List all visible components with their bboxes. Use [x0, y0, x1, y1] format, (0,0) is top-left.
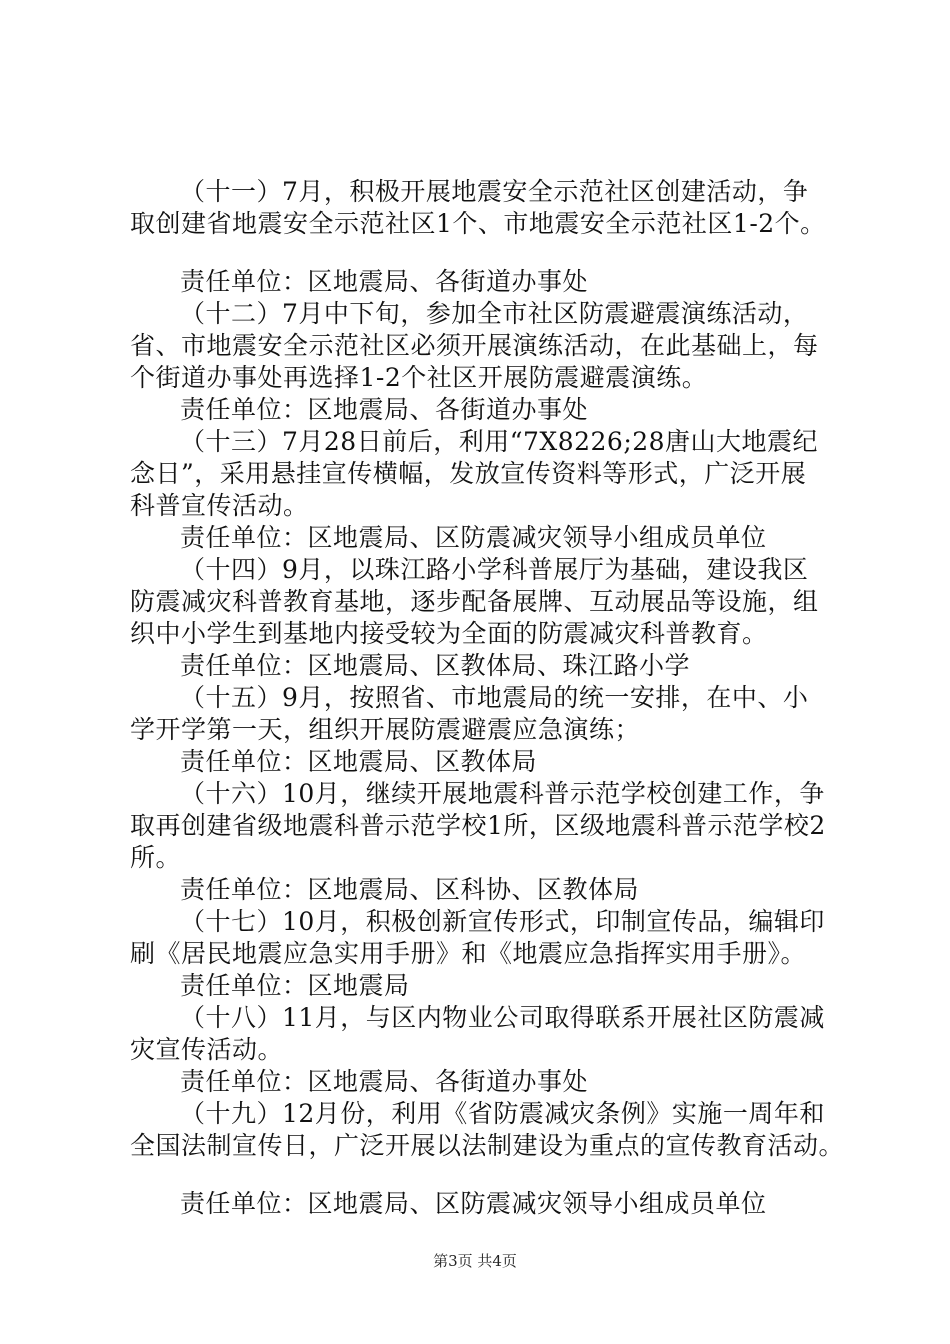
paragraph-14-line-1: （十四）9月，以珠江路小学科普展厅为基础，建设我区 [180, 555, 809, 584]
paragraph-18-line-2: 灾宣传活动。 [130, 1035, 284, 1064]
paragraph-15-line-1: （十五）9月，按照省、市地震局的统一安排，在中、小 [180, 683, 809, 712]
paragraph-18-line-1: （十八）11月，与区内物业公司取得联系开展社区防震减 [180, 1003, 825, 1032]
page-number-footer: 第3页 共4页 [433, 1252, 517, 1270]
paragraph-13-line-2: 念日”，采用悬挂宣传横幅，发放宣传资料等形式，广泛开展 [130, 459, 807, 488]
paragraph-11-line-1: （十一）7月，积极开展地震安全示范社区创建活动，争 [180, 177, 809, 206]
responsible-unit-16: 责任单位：区地震局、区科协、区教体局 [180, 875, 640, 904]
paragraph-13-line-1: （十三）7月28日前后，利用“7X8226;28唐山大地震纪 [180, 427, 819, 456]
paragraph-14-line-2: 防震减灾科普教育基地，逐步配备展牌、互动展品等设施，组 [130, 587, 819, 616]
paragraph-16-line-3: 所。 [130, 843, 182, 872]
paragraph-13-line-3: 科普宣传活动。 [130, 491, 309, 520]
paragraph-11-line-2: 取创建省地震安全示范社区1个、市地震安全示范社区1-2个。 [130, 209, 826, 238]
responsible-unit-17: 责任单位：区地震局 [180, 971, 410, 1000]
responsible-unit-18: 责任单位：区地震局、各街道办事处 [180, 1067, 589, 1096]
responsible-unit-19: 责任单位：区地震局、区防震减灾领导小组成员单位 [180, 1189, 767, 1218]
paragraph-17-line-1: （十七）10月，积极创新宣传形式，印制宣传品，编辑印 [180, 907, 825, 936]
responsible-unit-12: 责任单位：区地震局、各街道办事处 [180, 395, 589, 424]
paragraph-19-line-1: （十九）12月份，利用《省防震减灾条例》实施一周年和 [180, 1099, 825, 1128]
paragraph-12-line-1: （十二）7月中下旬，参加全市社区防震避震演练活动， [180, 299, 809, 328]
paragraph-12-line-2: 省、市地震安全示范社区必须开展演练活动，在此基础上，每 [130, 331, 819, 360]
paragraph-14-line-3: 织中小学生到基地内接受较为全面的防震减灾科普教育。 [130, 619, 768, 648]
responsible-unit-14: 责任单位：区地震局、区教体局、珠江路小学 [180, 651, 691, 680]
responsible-unit-15: 责任单位：区地震局、区教体局 [180, 747, 538, 776]
paragraph-19-line-2: 全国法制宣传日，广泛开展以法制建设为重点的宣传教育活动。 [130, 1131, 845, 1160]
paragraph-16-line-1: （十六）10月，继续开展地震科普示范学校创建工作，争 [180, 779, 825, 808]
responsible-unit-11: 责任单位：区地震局、各街道办事处 [180, 267, 589, 296]
paragraph-12-line-3: 个街道办事处再选择1-2个社区开展防震避震演练。 [130, 363, 708, 392]
paragraph-17-line-2: 刷《居民地震应急实用手册》和《地震应急指挥实用手册》。 [130, 939, 807, 968]
paragraph-15-line-2: 学开学第一天，组织开展防震避震应急演练； [130, 715, 641, 744]
paragraph-16-line-2: 取再创建省级地震科普示范学校1所，区级地震科普示范学校2 [130, 811, 826, 840]
responsible-unit-13: 责任单位：区地震局、区防震减灾领导小组成员单位 [180, 523, 767, 552]
